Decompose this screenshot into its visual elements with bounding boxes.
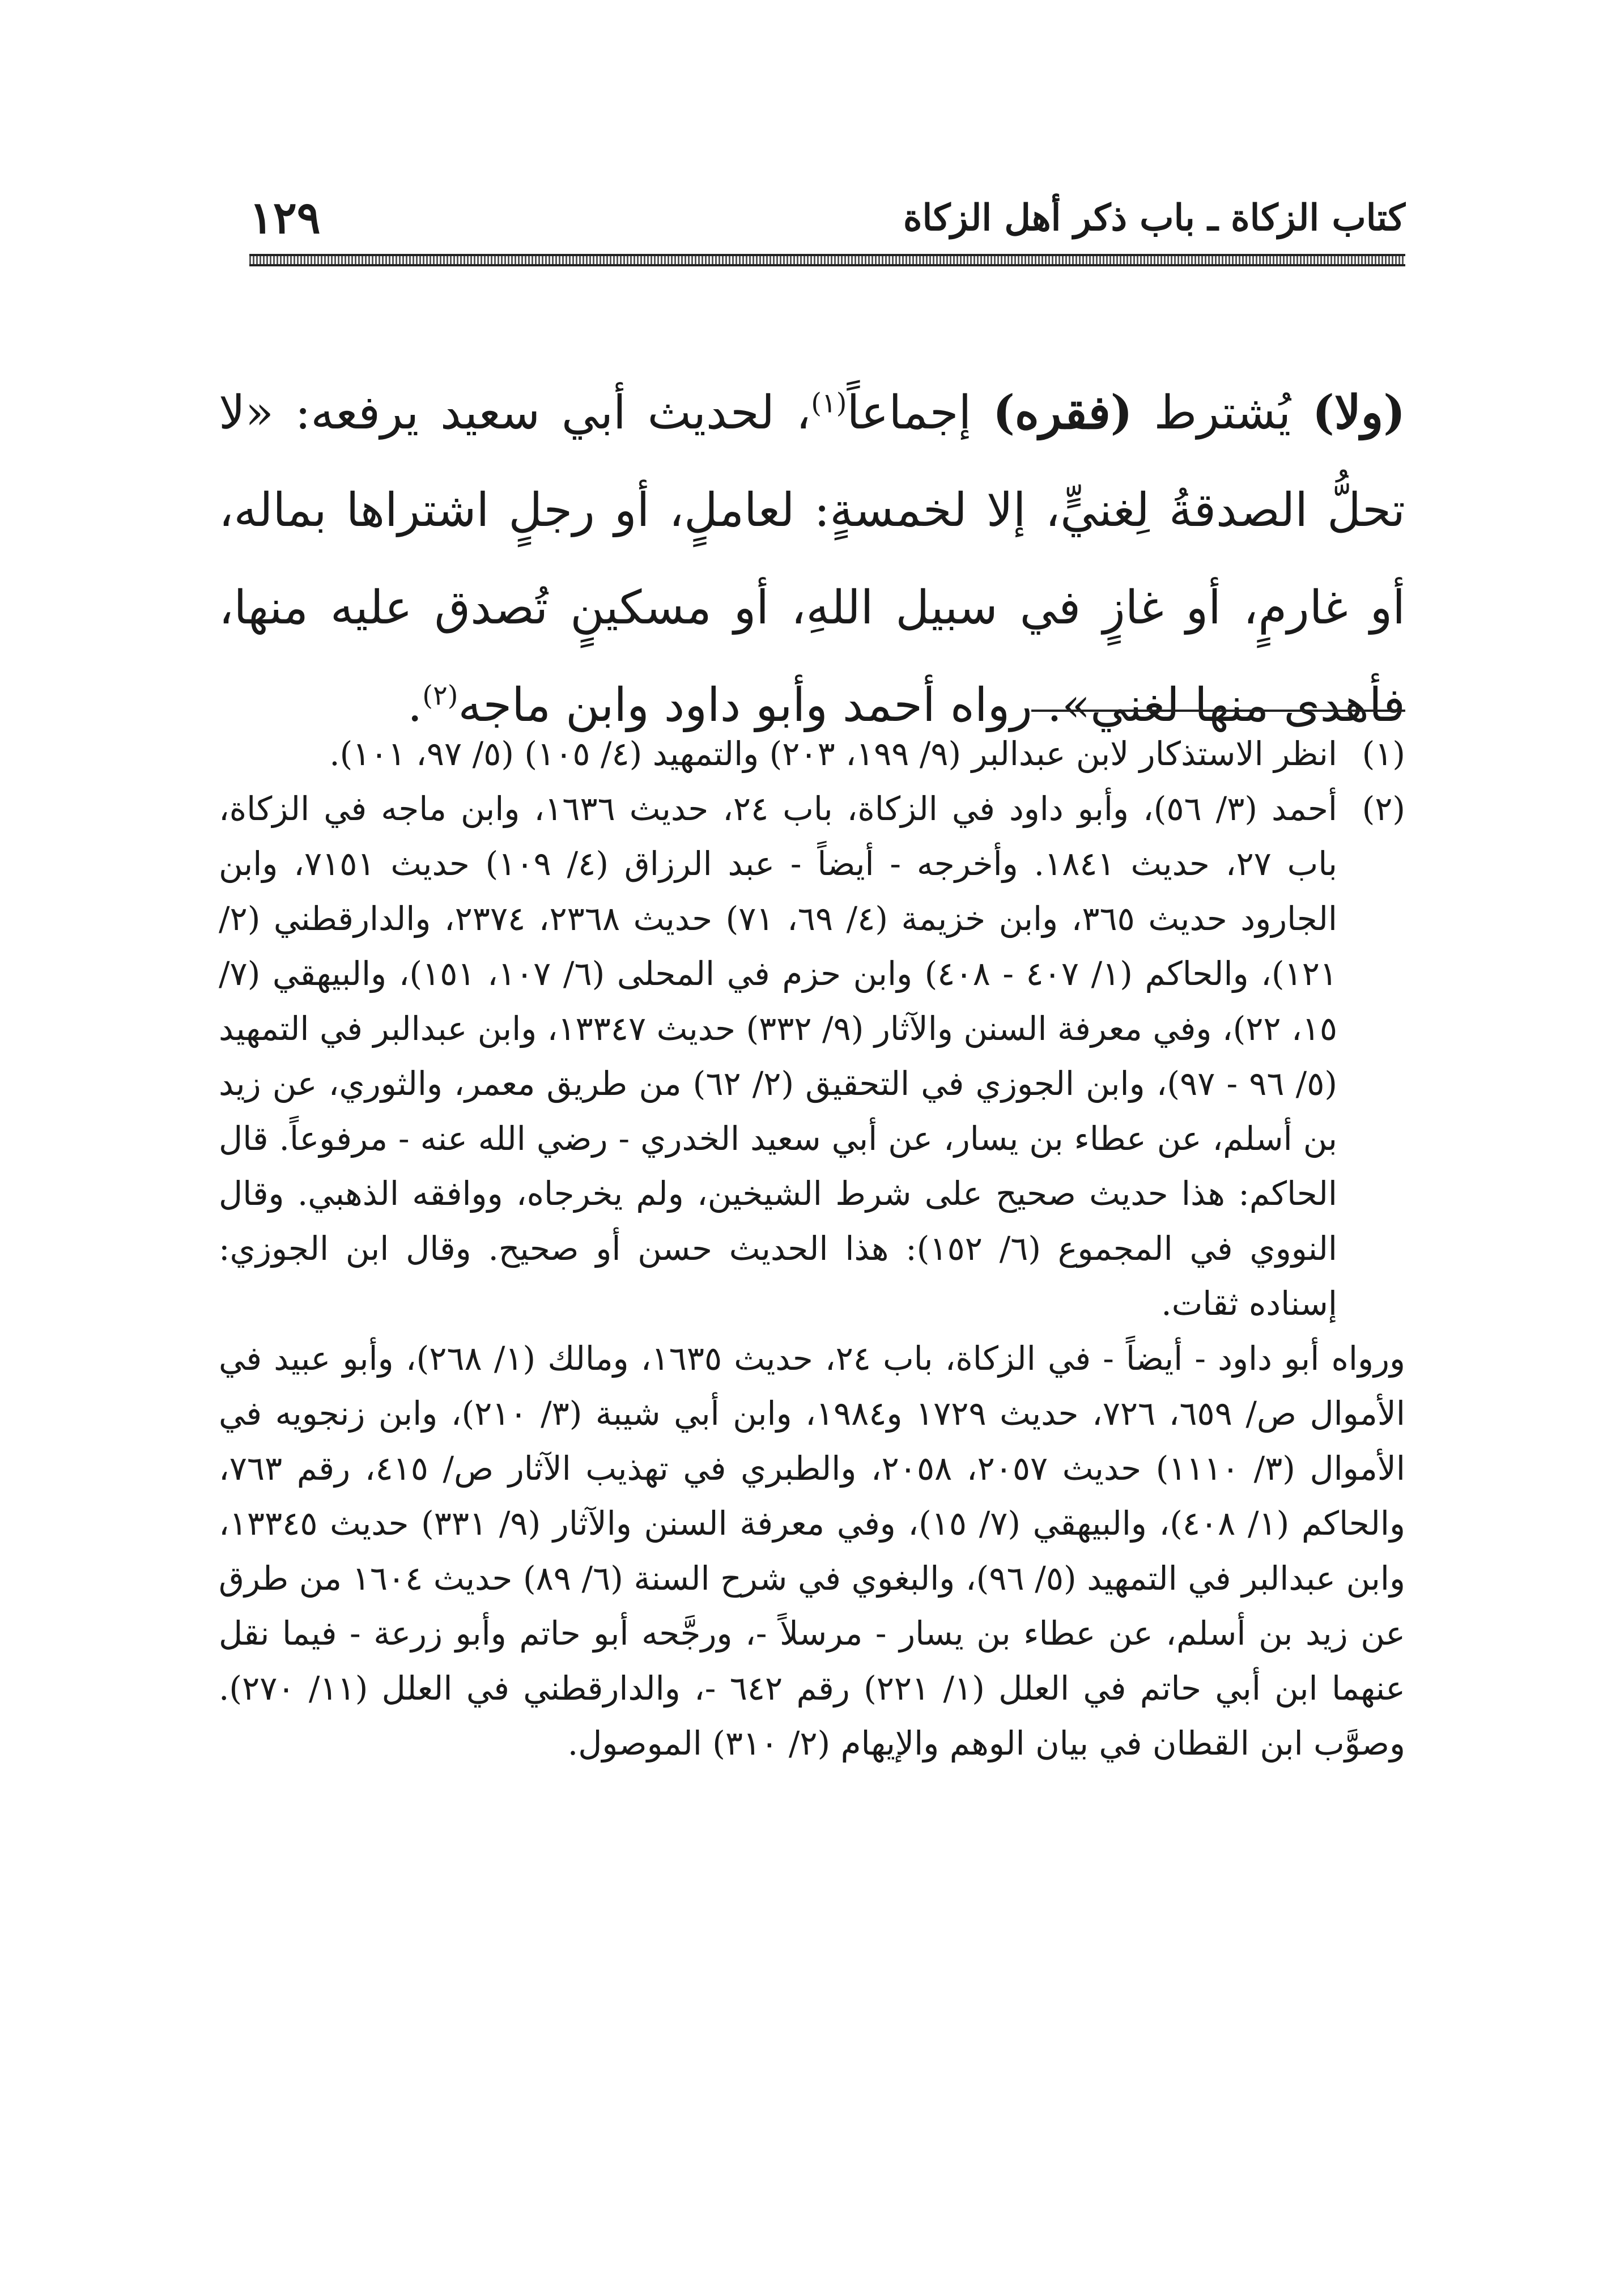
bold-term-la: (ولا) [1312,385,1405,440]
header-divider [249,254,1405,266]
footnote-2-continuation: ورواه أبو داود - أيضاً - في الزكاة، باب ٢٤، حديث ١٦٣٥، ومالك (١/ ٢٦٨)، وأبو عبيد في الأموال ص/ ٦٥٩، ٧٢٦، حديث ١٧٢٩ و١٩٨٤، وابن أبي شيبة (٣/ ٢١٠)، وابن زنجويه في الأموال (٣/ ١١١٠) حديث ٢٠٥٧، ٢٠٥٨، والطبري في تهذيب الآثار ص/ ٤١٥، رقم ٧٦٣، والحاكم (١/ ٤٠٨)، والبيهقي (٧/ ١٥)، وفي معرفة السنن والآثار (٩/ ٣٣١) حديث ١٣٣٤٥، وابن عبدالبر في التمهيد (٥/ ٩٦)، والبغوي في شرح السنة (٦/ ٨٩) حديث ١٦٠٤ من طرق عن زيد بن أسلم، عن عطاء بن يسار - مرسلاً -، ورجَّحه أبو حاتم وأبو زرعة - فيما نقل عنهما ابن أبي حاتم في العلل (١/ ٢٢١) رقم ٦٤٢ -، والدارقطني في العلل (١١/ ٢٧٠). وصوَّب ابن القطان في بيان الوهم والإيهام (٢/ ٣١٠) الموصول. [219,1339,1406,1763]
footnote-ref: (١) [811,387,847,419]
body-text-segment: إجماعاً [847,386,993,440]
footnote-number: (٢) [1362,789,1405,828]
bold-term-faqrih: (فقره) [993,385,1133,440]
page-number: ١٢٩ [249,192,321,244]
main-paragraph [219,364,1405,754]
footnotes [219,727,1405,1771]
body-text-segment: . [407,678,423,732]
page-header [249,187,1405,249]
footnote-ref: (٢) [422,680,458,712]
footnote-text: أحمد (٣/ ٥٦)، وأبو داود في الزكاة، باب ٢٤، حديث ١٦٣٦، وابن ماجه في الزكاة، باب ٢٧، حديث ١٨٤١. وأخرجه - أيضاً - عبد الرزاق (٤/ ١٠٩) حديث ٧١٥١، وابن الجارود حديث ٣٦٥، وابن خزيمة (٤/ ٦٩، ٧١) حديث ٢٣٦٨، ٢٣٧٤، والدارقطني (٢/ ١٢١)، والحاكم (١/ ٤٠٧ - ٤٠٨) وابن حزم في المحلى (٦/ ١٠٧، ١٥١)، والبيهقي (٧/ ١٥، ٢٢)، وفي معرفة السنن والآثار (٩/ ٣٣٢) حديث ١٣٣٤٧، وابن عبدالبر في التمهيد (٥/ ٩٦ - ٩٧)، وابن الجوزي في التحقيق (٢/ ٦٢) من طريق معمر، والثوري، عن زيد بن أسلم، عن عطاء بن يسار، عن أبي سعيد الخدري - رضي الله عنه - مرفوعاً. قال الحاكم: هذا حديث صحيح على شرط الشيخين، ولم يخرجاه، ووافقه الذهبي. وقال النووي في المجموع (٦/ ١٥٢): هذا الحديث حسن أو صحيح. وقال ابن الجوزي: إسناده ثقات. [219,789,1338,1323]
footnote-number: (١) [1362,734,1405,773]
body-text-segment: ، لحديث أبي سعيد يرفعه: «لا تحلُّ الصدقةُ لِغنيٍّ، إلا لخمسةٍ: لعاملٍ، أو رجلٍ اشتراها بماله، أو غارمٍ، أو غازٍ في سبيل اللهِ، أو مسكينٍ تُصدق عليه منها، فأهدى منها لغني». رواه أحمد وأبو داود وابن ماجه [219,386,1405,732]
footnote-text: انظر الاستذكار لابن عبدالبر (٩/ ١٩٩، ٢٠٣) والتمهيد (٤/ ١٠٥) (٥/ ٩٧، ١٠١). [329,734,1337,773]
footnote-1 [219,727,1405,782]
running-title: كتاب الزكاة ـ باب ذكر أهل الزكاة [903,197,1405,239]
footnote-2 [219,782,1405,1331]
body-text-segment: يُشترط [1132,386,1313,440]
footnote-separator [1031,710,1405,712]
